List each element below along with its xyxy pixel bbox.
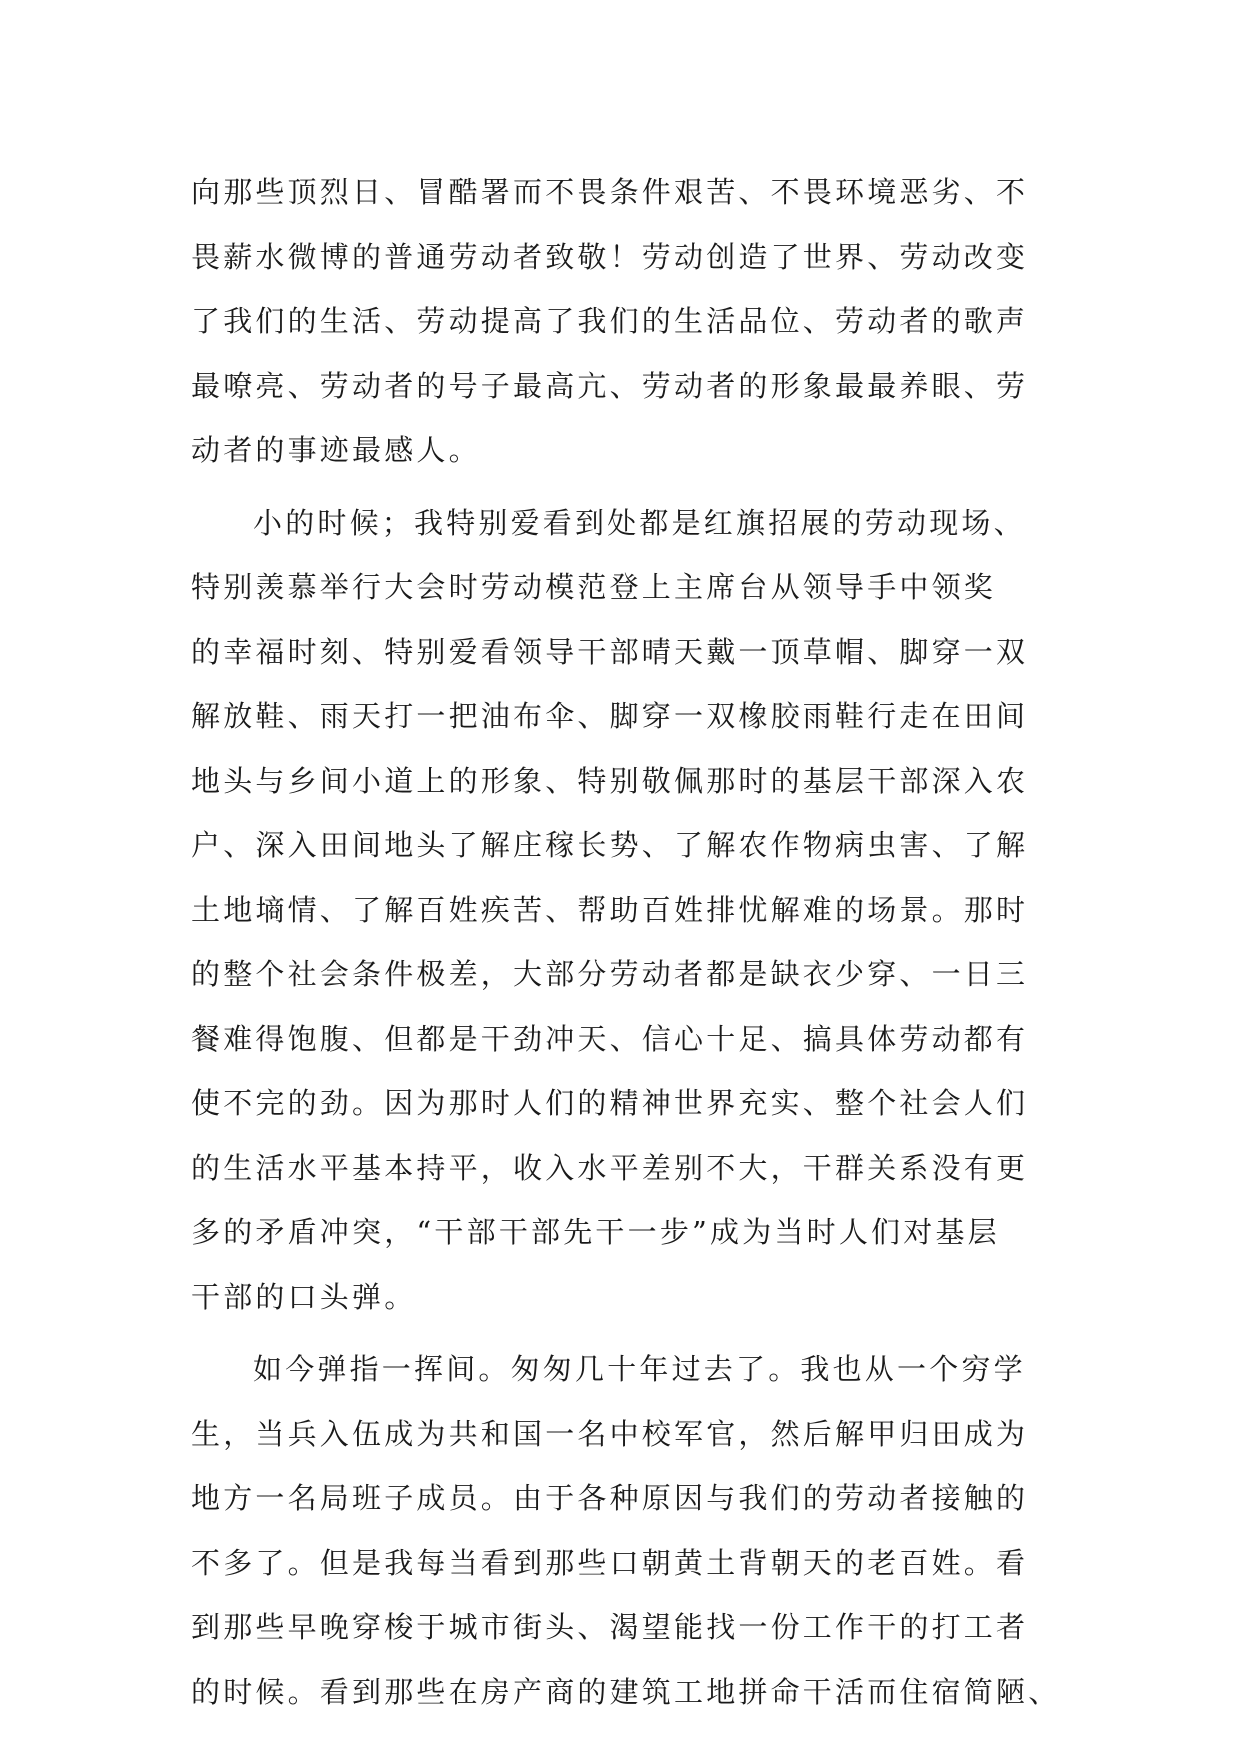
paragraph-3-line-4: 不多了。但是我每当看到那些口朝黄土背朝天的老百姓。看 [191, 1545, 1029, 1580]
paragraph-2-line-11: 的生活水平基本持平，收入水平差别不大，干群关系没有更 [191, 1150, 1029, 1185]
paragraph-1-line-3: 了我们的生活、劳动提高了我们的生活品位、劳动者的歌声 [191, 304, 1029, 338]
paragraph-1-line-2: 畏薪水微博的普通劳动者致敬！劳动创造了世界、劳动改变 [191, 239, 1029, 274]
paragraph-3-line-3: 地方一名局班子成员。由于各种原因与我们的劳动者接触的 [191, 1481, 1029, 1515]
paragraph-2-line-6: 户、深入田间地头了解庄稼长势、了解农作物病虫害、了解 [191, 828, 1029, 862]
paragraph-3-line-6: 的时候。看到那些在房产商的建筑工地拼命干活而住宿简陋、 [191, 1674, 1061, 1709]
paragraph-2-line-7: 土地墒情、了解百姓疾苦、帮助百姓排忧解难的场景。那时 [191, 892, 1029, 927]
paragraph-2-line-10: 使不完的劲。因为那时人们的精神世界充实、整个社会人们 [191, 1086, 1029, 1120]
body-text [191, 160, 1061, 1724]
paragraph-2-line-3: 的幸福时刻、特别爱看领导干部晴天戴一顶草帽、脚穿一双 [191, 634, 1029, 669]
paragraph-2-line-2: 特别羡慕举行大会时劳动模范登上主席台从领导手中领奖 [191, 570, 997, 604]
paragraph-2-line-13: 干部的口头弹。 [191, 1279, 417, 1314]
paragraph-gap [191, 483, 1051, 491]
paragraph-2-line-5: 地头与乡间小道上的形象、特别敬佩那时的基层干部深入农 [191, 763, 1029, 798]
paragraph-3-line-2: 生，当兵入伍成为共和国一名中校军官，然后解甲归田成为 [191, 1416, 1029, 1451]
paragraph-2-line-12: 多的矛盾冲突，“干部干部先干一步”成为当时人们对基层 [191, 1215, 1000, 1249]
paragraph-2-line-9: 餐难得饱腹、但都是干劲冲天、信心十足、搞具体劳动都有 [191, 1021, 1029, 1056]
paragraph-3-line-5: 到那些早晚穿梭于城市街头、渴望能找一份工作干的打工者 [191, 1610, 1029, 1644]
paragraph-2-line-8: 的整个社会条件极差，大部分劳动者都是缺衣少穿、一日三 [191, 957, 1029, 991]
paragraph-3-line-1: 如今弹指一挥间。匆匆几十年过去了。我也从一个穷学 [253, 1352, 1026, 1386]
paragraph-1-line-1: 向那些顶烈日、冒酷署而不畏条件艰苦、不畏环境恶劣、不 [191, 175, 1029, 209]
paragraph-2-line-4: 解放鞋、雨天打一把油布伞、脚穿一双橡胶雨鞋行走在田间 [191, 699, 1029, 733]
paragraph-1-line-5: 动者的事迹最感人。 [191, 433, 481, 467]
paragraph-2-line-1: 小的时候；我特别爱看到处都是红旗招展的劳动现场、 [253, 505, 1026, 540]
paragraph-1-line-4: 最嘹亮、劳动者的号子最高亢、劳动者的形象最最养眼、劳 [191, 368, 1029, 403]
paragraph-gap [191, 1329, 1051, 1337]
